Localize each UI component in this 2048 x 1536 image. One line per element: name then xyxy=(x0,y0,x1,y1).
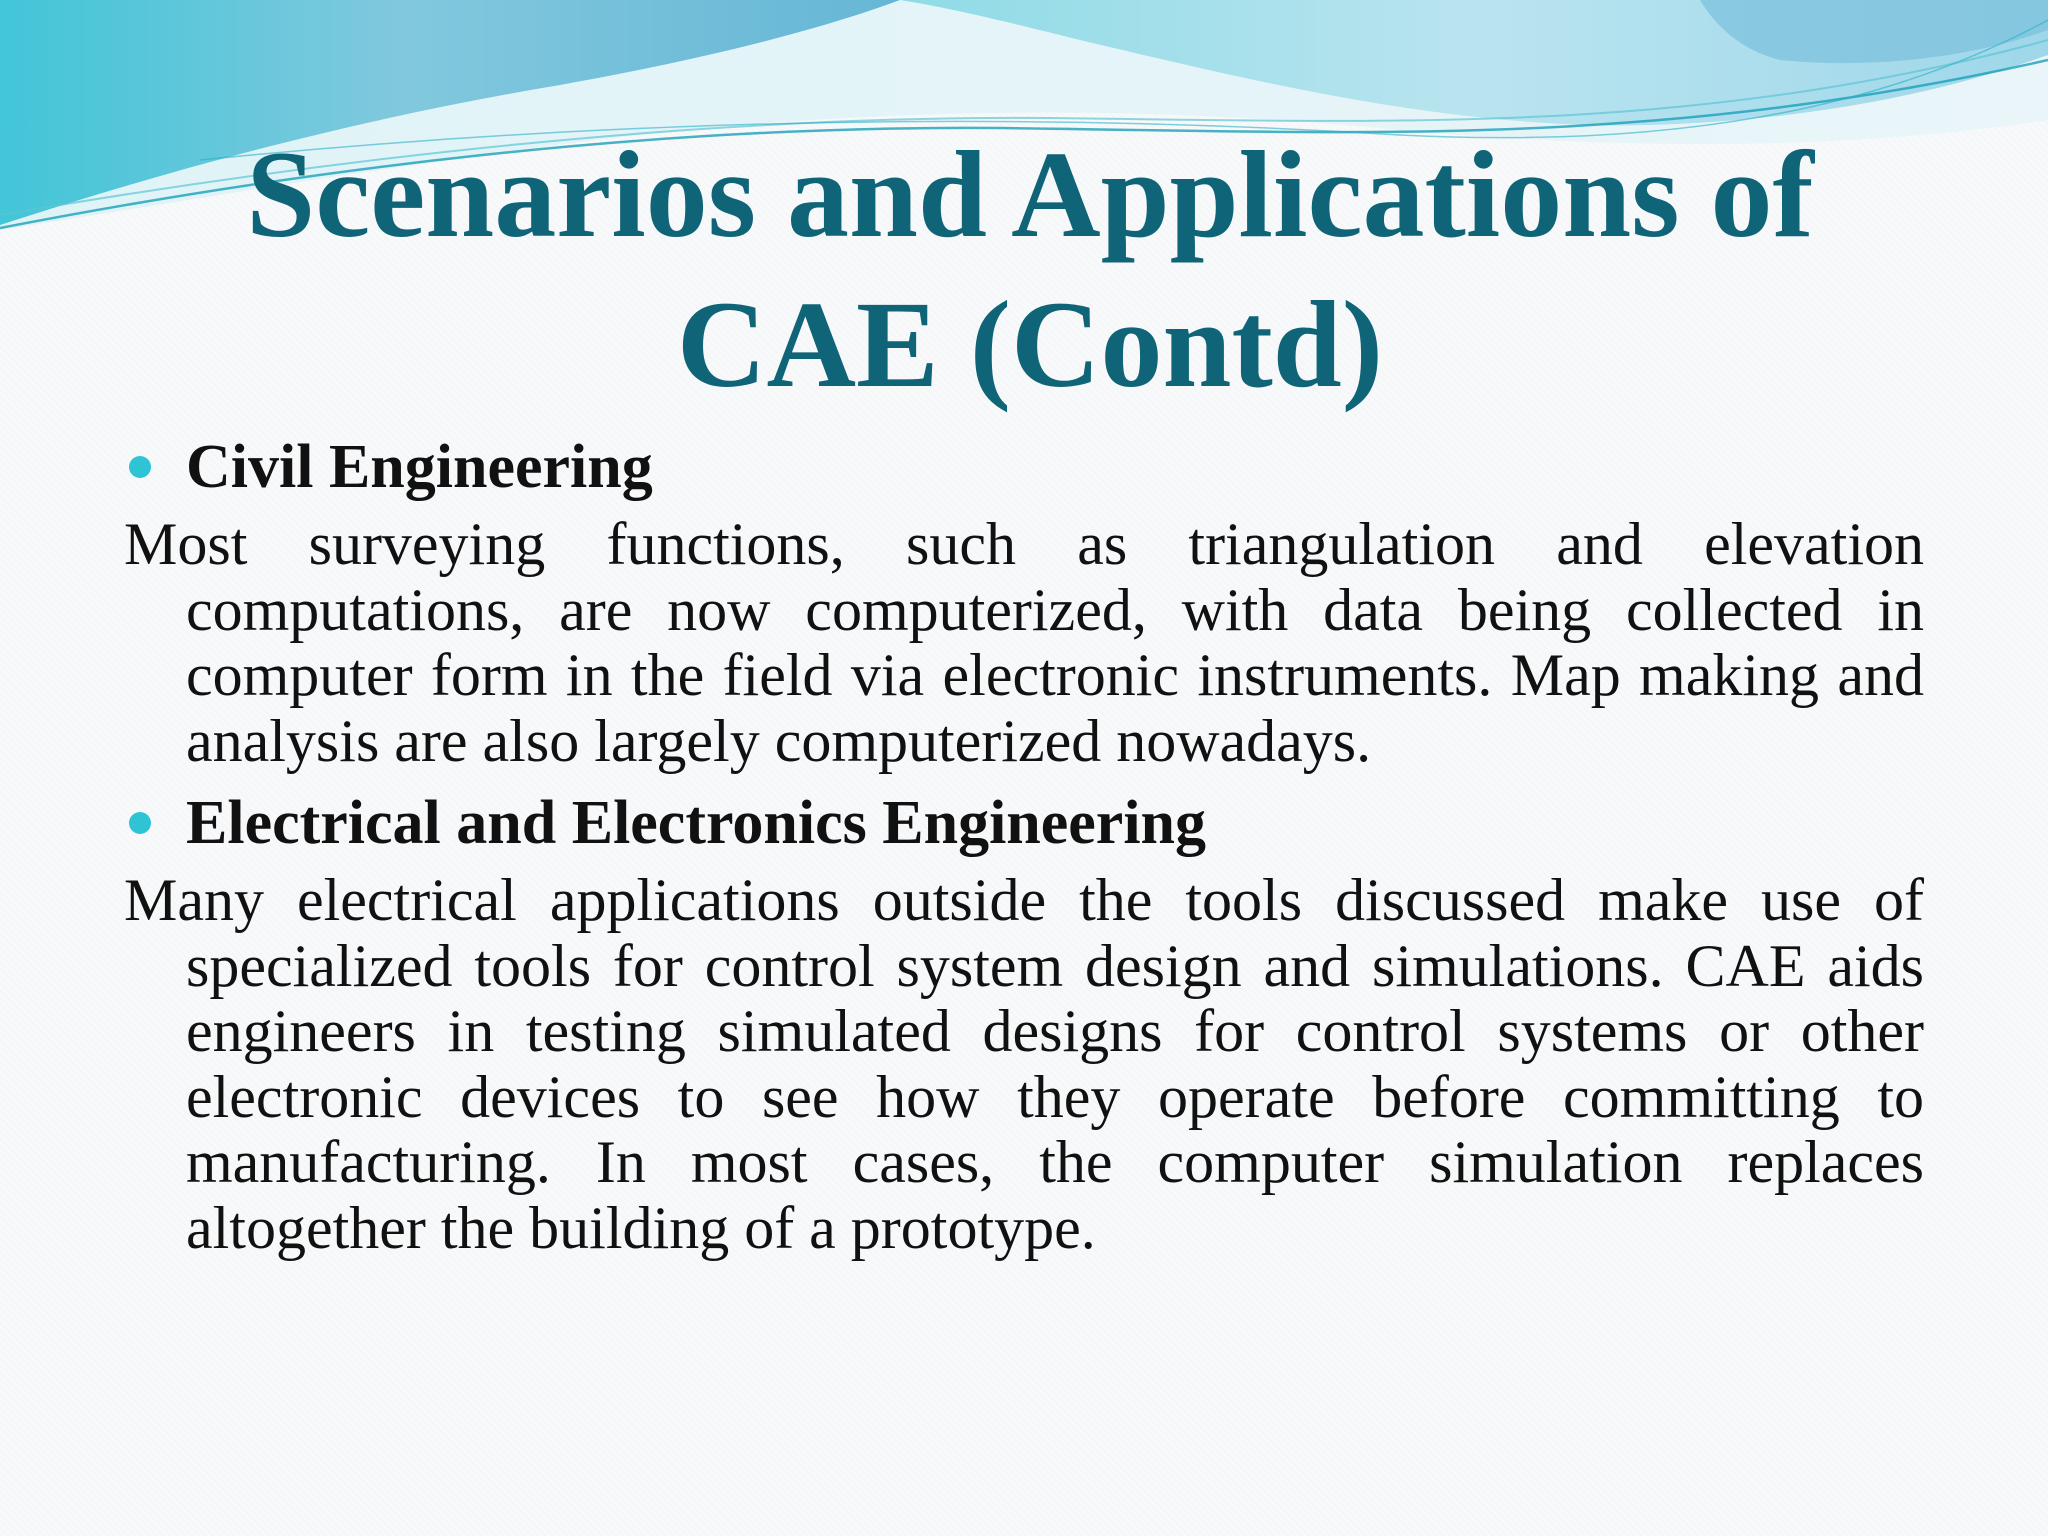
title-line-1: Scenarios and Applications of xyxy=(246,126,1814,263)
title-line-2: CAE (Contd) xyxy=(676,276,1384,413)
heading-text: Electrical and Electronics Engineering xyxy=(186,789,1207,857)
bullet-icon xyxy=(129,812,151,834)
section-heading-electrical-engineering xyxy=(124,788,1924,858)
slide-title xyxy=(100,120,1960,420)
slide-content xyxy=(124,432,1924,1275)
section-heading-civil-engineering xyxy=(124,432,1924,502)
paragraph-civil-engineering: Most surveying functions, such as triangulation and elevation computations, are now computerized, with data being collected in computer form in the field via electronic instruments. Map making and analysis are also largely computerized nowadays. xyxy=(124,511,1924,774)
heading-text: Civil Engineering xyxy=(186,433,653,501)
paragraph-electrical-engineering: Many electrical applications outside the tools discussed make use of specialized tools for control system design and simulations. CAE aids engineers in testing simulated designs for control systems or other electronic devices to see how they operate before committing to manufacturing. In most cases, the computer simulation replaces altogether the building of a prototype. xyxy=(124,867,1924,1261)
bullet-icon xyxy=(129,456,151,478)
